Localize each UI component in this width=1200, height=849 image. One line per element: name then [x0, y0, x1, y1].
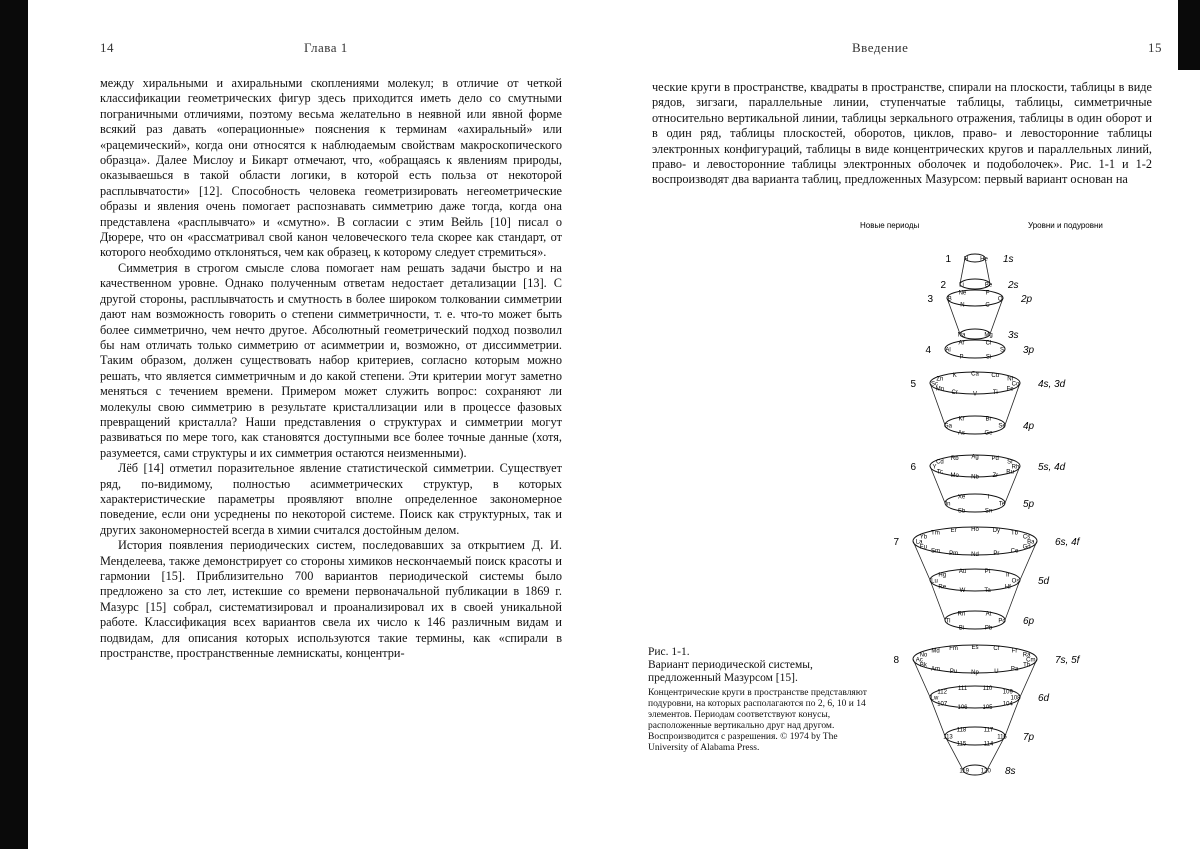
element-symbol: O — [997, 296, 1003, 303]
element-symbol: Pr — [993, 551, 1000, 558]
element-symbol: 116 — [997, 734, 1007, 741]
element-symbol: Li — [959, 282, 964, 289]
element-symbol: Be — [984, 282, 993, 289]
level-label: 4s, 3d — [1038, 379, 1066, 390]
element-symbol: C — [985, 302, 990, 309]
element-symbol: 105 — [982, 704, 993, 711]
element-symbol: 120 — [980, 768, 991, 775]
period-number: 8 — [893, 655, 899, 666]
element-symbol: Er — [950, 527, 957, 534]
element-symbol: Cf — [993, 645, 1000, 652]
element-symbol: Tm — [931, 530, 940, 537]
element-symbol: Os — [1011, 578, 1020, 585]
book-spine-shadow — [0, 0, 28, 849]
element-symbol: 118 — [956, 727, 967, 734]
paragraph: ческие круги в пространстве, квадраты в пространстве, спирали на плоскости, таблицы в виде рядов, зигзаги, параллельные линии, ступенчатые таблицы, таблицы, симметричные относительно вертикальной линии, таблицы зеркального отражения, таблицы в один оборот и в один ряд, таблицы плоскостей, оборотов, циклов, право- и левосторонние таблицы электронных конфигураций, таблицы в виде концентрических кругов и параллельных линий, право- и левосторонние таблицы электронных оболочек и подоболочек». Рис. 1-1 и 1-2 воспроизводят два варианта таблиц, предложенных Мазурсом: первый вариант основан на — [652, 80, 1152, 187]
sublevel-ring — [945, 416, 1005, 434]
element-symbol: Eu — [919, 544, 928, 551]
paragraph: между хиральными и ахиральными скоплениями молекул; в отличие от четкой классификации геометрических фигур здесь приходится иметь дело со смутными пограничными отличиями, поэтому весьма желательно в неявной или явной форме всякий раз давать «операционные» пояснения к терминам «ахиральный» или «рацемический», когда они относятся к наблюдаемым свойствам макроскопического образца». Далее Мислоу и Бикарт отмечают, что, «обращаясь к явлениям природы, оказываешься в такой области логики, в которой есть польза от некоторой расплывчатости» [12]. Способность человека геометризировать негеометрические образы и явления очень помогает распознавать симметрию даже тогда, когда она представлена «расплывчато» и «смутно». В согласии с этим Вейль [10] писал о Дюрере, что он «рассматривал свой канон человеческого тела скорее как стандарт, от которого необходимо отклоняться, чем как образец, к которому следует стремиться». — [100, 76, 562, 260]
element-symbol: Ru — [1006, 469, 1014, 476]
element-symbol: Fm — [949, 645, 958, 652]
element-symbol: 113 — [943, 734, 953, 741]
element-symbol: Th — [1023, 662, 1031, 669]
element-symbol: Pd — [991, 455, 999, 462]
level-label: 1s — [1003, 254, 1014, 265]
element-symbol: Md — [931, 648, 940, 655]
element-symbol: Rb — [950, 455, 959, 462]
element-symbol: At — [985, 611, 992, 618]
element-symbol: Pb — [984, 625, 993, 632]
element-symbol: Nb — [971, 474, 979, 481]
element-symbol: 110 — [982, 686, 993, 693]
element-symbol: Zr — [992, 473, 999, 480]
running-head: Глава 1 — [304, 40, 348, 55]
element-symbol: La — [915, 539, 923, 546]
level-label: 3p — [1023, 345, 1035, 356]
level-label: 5d — [1038, 576, 1050, 587]
element-symbol: Np — [971, 670, 979, 677]
element-symbol: Es — [971, 644, 979, 651]
element-symbol: Mg — [984, 332, 993, 339]
page-number: 15 — [1148, 40, 1162, 55]
period-number: 1 — [945, 254, 951, 265]
element-symbol: Ar — [958, 340, 965, 347]
element-symbol: Cr — [951, 390, 958, 397]
element-symbol: Bk — [919, 662, 927, 669]
element-symbol: Br — [985, 416, 992, 423]
element-symbol: Hg — [938, 572, 947, 579]
element-symbol: Yb — [919, 534, 928, 541]
sublevel-ring — [945, 340, 1005, 358]
element-symbol: U — [994, 669, 999, 676]
element-symbol: Si — [985, 354, 992, 361]
element-symbol: Re — [938, 584, 947, 591]
element-symbol: Rh — [1011, 464, 1020, 471]
element-symbol: 104 — [1002, 701, 1013, 708]
element-symbol: Cl — [985, 340, 992, 347]
element-symbol: Ba — [1027, 539, 1035, 546]
element-symbol: Ni — [1007, 376, 1013, 383]
element-symbol: Am — [931, 666, 940, 673]
element-symbol: Te — [998, 501, 1006, 508]
element-symbol: Mo — [950, 473, 959, 480]
element-symbol: P — [959, 354, 964, 361]
element-symbol: Fr — [1011, 648, 1018, 655]
body-text — [100, 76, 562, 661]
element-symbol: V — [972, 391, 978, 398]
level-label: 6p — [1023, 616, 1035, 627]
left-page — [28, 0, 600, 849]
element-symbol: 114 — [983, 741, 994, 748]
element-symbol: F — [985, 290, 990, 297]
element-symbol: Mn — [935, 386, 945, 393]
element-symbol: K — [952, 372, 957, 379]
element-symbol: Au — [958, 569, 967, 576]
element-symbol: Hf — [1004, 584, 1011, 591]
level-label: 6d — [1038, 693, 1050, 704]
page-number: 14 — [100, 40, 114, 55]
element-symbol: Dy — [992, 527, 1001, 534]
period-number: 3 — [927, 294, 933, 305]
figure-header-right: Уровни и подуровни — [1028, 221, 1103, 230]
element-symbol: N — [960, 302, 965, 309]
caption-title: Вариант периодической системы, предложенный Мазурсом [15]. — [648, 659, 813, 685]
figure-caption — [648, 646, 873, 754]
element-symbol: Sr — [1007, 459, 1014, 466]
paragraph: История появления периодических систем, последовавших за открытием Д. И. Менделеева, также демонстрирует со стороны химиков нескончаемый поиск красоты и гармонии [15]. Приблизительно 700 вариантов периодической системы было предложено за сто лет, истекшие со времени первоначальной публикации в 1869 г. Мазурс [15] собрал, систематизировал и проанализировал их в своей уникальной работе. Классификация всех вариантов свела их число к 146 различным видам и подвидам, для описания которых используются такие термины, как «спирали в пространстве, пространственные лемнискаты, концентри- — [100, 538, 562, 661]
element-symbol: Tc — [936, 469, 943, 476]
element-symbol: Ce — [1010, 548, 1019, 555]
running-head: Введение — [852, 40, 909, 55]
element-symbol: Ag — [971, 454, 979, 461]
element-symbol: 115 — [956, 741, 967, 748]
element-symbol: Gd — [1022, 544, 1031, 551]
period-number: 6 — [910, 462, 916, 473]
element-symbol: 117 — [983, 727, 994, 734]
element-symbol: No — [919, 652, 928, 659]
level-label: 5p — [1023, 499, 1035, 510]
element-symbol: Sn — [984, 508, 993, 515]
body-text — [652, 80, 1152, 188]
element-symbol: H — [963, 256, 969, 263]
element-symbol: 112 — [937, 689, 947, 696]
element-symbol: Xe — [957, 494, 966, 501]
sublevel-ring — [945, 727, 1005, 745]
element-symbol: Co — [1011, 381, 1020, 388]
element-symbol: Lw — [930, 695, 939, 702]
element-symbol: Ra — [1022, 652, 1031, 659]
figure-header-left: Новые периоды — [860, 221, 920, 230]
periodic-system-figure — [860, 218, 1180, 783]
element-symbol: Tl — [945, 618, 951, 625]
element-symbol: Ta — [984, 587, 991, 594]
element-symbol: Tb — [1010, 530, 1019, 537]
level-label: 3s — [1008, 330, 1019, 341]
element-symbol: 108 — [1010, 695, 1021, 702]
sublevel-ring — [947, 290, 1003, 306]
caption-label: Рис. 1-1. — [648, 646, 690, 658]
element-symbol: W — [959, 587, 966, 594]
element-symbol: He — [980, 256, 988, 263]
element-symbol: In — [945, 501, 951, 508]
element-symbol: Cu — [991, 372, 1000, 379]
period-number: 4 — [925, 345, 931, 356]
sublevel-ring — [945, 611, 1005, 629]
caption-note: Концентрические круги в пространстве представляют подуровни, на которых располагаются по 2, 6, 10 и 14 элементов. Периодам соответствуют конусы, расположенные вертикально друг над другом. Воспроизводится с разрешения. © 1974 by The University of Alabama Press. — [648, 687, 867, 753]
level-label: 5s, 4d — [1038, 462, 1066, 473]
element-symbol: Se — [998, 423, 1006, 430]
element-symbol: Sb — [957, 508, 966, 515]
element-symbol: S — [999, 347, 1005, 354]
paragraph: Лёб [14] отметил поразительное явление статистической симметрии. Существует ряд, по-видимому, полностью асимметрических структур, в которых характеристические параметры проявляют вполне определенное закономерное поведение, если они усреднены по некоторой системе. Поиск как структурных, так и других закономерностей всегда в химии считался достойным делом. — [100, 461, 562, 537]
element-symbol: 111 — [957, 686, 968, 693]
element-symbol: Sm — [931, 548, 940, 555]
level-label: 4p — [1023, 421, 1035, 432]
element-symbol: Bi — [958, 625, 965, 632]
element-symbol: Po — [998, 618, 1006, 625]
element-symbol: B — [947, 296, 952, 303]
element-symbol: Pm — [949, 551, 959, 558]
element-symbol: As — [957, 430, 966, 437]
paragraph: Симметрия в строгом смысле слова помогает нам решать задачи быстро и на качественном уровне. Однако полученным ответам недостает детализации [13]. С другой стороны, расплывчатость и смутность в более широком толковании симметрии дают нам возможность говорить о степени симметричности, т. е. что-то может быть более симметрично, чем нечто другое. Абсолютный геометрический подход позволил бы нам отличать только симметрию от асимметрии и, возможно, от диссимметрии. Таким образом, должен существовать набор критериев, согласно которым можно решать, что является симметричным и до какой степени. Эти критерии могут заметно меняться с течением времени. Примером может служить вопрос: сохраняют ли молекулы свою симметрию в результате кристаллизации или в процессе фазовых превращений кристалла? Наши представления о структурах и симметрии могут развиваться по мере того, как становятся доступными все более точные данные (хотя, разумеется, сами структуры и их симметрия остаются неизменными). — [100, 260, 562, 460]
element-symbol: Pu — [949, 669, 958, 676]
level-label: 7p — [1023, 732, 1035, 743]
element-symbol: I — [987, 494, 990, 501]
sublevel-ring — [945, 494, 1005, 512]
element-symbol: Ti — [992, 390, 998, 397]
period-number: 2 — [940, 280, 946, 291]
element-symbol: Ho — [971, 526, 979, 533]
element-symbol: Cm — [1026, 657, 1036, 664]
element-symbol: Ge — [984, 430, 993, 437]
element-symbol: Zn — [936, 376, 944, 383]
level-label: 8s — [1005, 766, 1016, 777]
element-symbol: Fe — [1006, 386, 1014, 393]
element-symbol: Kr — [958, 416, 965, 423]
element-symbol: Cd — [936, 459, 944, 466]
element-symbol: Nd — [971, 552, 979, 559]
element-symbol: Y — [932, 464, 937, 471]
element-symbol: Ir — [1005, 572, 1010, 579]
element-symbol: Ac — [915, 657, 923, 664]
period-number: 7 — [893, 537, 899, 548]
element-symbol: Pa — [1010, 666, 1019, 673]
period-number: 5 — [910, 379, 916, 390]
element-symbol: Ca — [971, 371, 979, 378]
element-symbol: Ga — [943, 423, 953, 430]
element-symbol: Cs — [1022, 534, 1031, 541]
element-symbol: Lu — [931, 578, 938, 585]
element-symbol: 109 — [1002, 689, 1013, 696]
element-symbol: 107 — [937, 701, 948, 708]
element-symbol: Sc — [930, 381, 939, 388]
element-symbol: 119 — [959, 768, 969, 775]
element-symbol: Ne — [958, 290, 967, 297]
element-symbol: Rn — [957, 611, 966, 618]
level-label: 6s, 4f — [1055, 537, 1080, 548]
right-page — [600, 0, 1200, 849]
element-symbol: 106 — [957, 704, 968, 711]
element-symbol: Al — [945, 347, 951, 354]
element-symbol: Pt — [984, 569, 991, 576]
level-label: 7s, 5f — [1055, 655, 1080, 666]
level-label: 2s — [1008, 280, 1019, 291]
level-label: 2p — [1021, 294, 1033, 305]
element-symbol: Na — [957, 332, 966, 339]
